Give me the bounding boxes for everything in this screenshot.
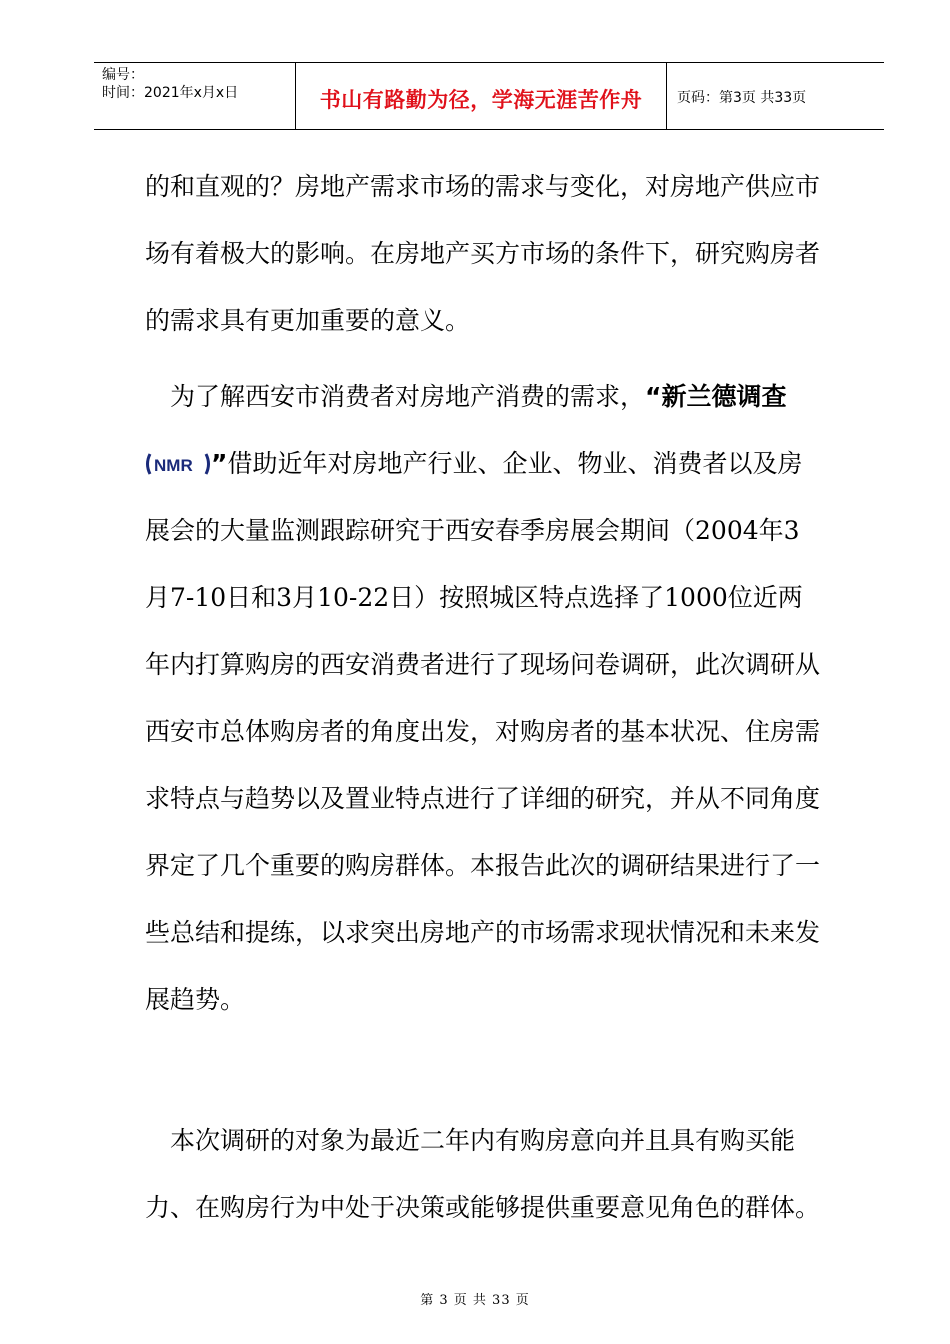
page-footer: 第 3 页 共 33 页 <box>420 1293 530 1308</box>
paragraph-3 <box>145 1107 835 1241</box>
text-line: 的和直观的？房地产需求市场的需求与变化，对房地产供应市 <box>145 172 821 201</box>
text-line: 的需求具有更加重要的意义。 <box>145 306 471 335</box>
text-line: 展会的大量监测跟踪研究于西安春季房展会期间（2004年3 <box>145 516 800 545</box>
text-line: 力、在购房行为中处于决策或能够提供重要意见角色的群体。 <box>145 1193 821 1222</box>
text-line: 些总结和提练，以求突出房地产的市场需求现状情况和未来发 <box>145 918 821 947</box>
text-line: 界定了几个重要的购房群体。本报告此次的调研结果进行了一 <box>145 851 821 880</box>
para2-intro: 为了解西安市消费者对房地产消费的需求， <box>145 382 646 411</box>
motto-text: 书山有路勤为径，学海无涯苦作舟 <box>319 88 643 112</box>
page-header <box>94 62 884 130</box>
text-line: 年内打算购房的西安消费者进行了现场问卷调研，此次调研从 <box>145 650 821 679</box>
header-motto-cell <box>295 63 667 129</box>
paragraph-1 <box>145 153 835 354</box>
survey-name-bold: “新兰德调查 <box>645 382 787 411</box>
para2-line2: 借助近年对房地产行业、企业、物业、消费者以及房 <box>227 449 803 478</box>
text-line: 场有着极大的影响。在房地产买方市场的条件下，研究购房者 <box>145 239 821 268</box>
text-line: 西安市总体购房者的角度出发，对购房者的基本状况、住房需 <box>145 717 821 746</box>
code-label: 编号： <box>102 67 144 83</box>
header-left-cell <box>94 63 295 129</box>
nmr-logo-text: NMR <box>154 456 193 475</box>
text-line <box>145 430 835 497</box>
text-line: 本次调研的对象为最近二年内有购房意向并且具有购买能 <box>145 1126 796 1155</box>
text-line: 展趋势。 <box>145 985 246 1014</box>
nmr-logo-icon <box>145 434 211 475</box>
page-number-label: 页码：第3页 共33页 <box>677 90 807 106</box>
text-line <box>145 363 835 430</box>
time-label: 时间：2021年x月x日 <box>102 85 239 101</box>
header-right-cell <box>667 63 884 129</box>
text-line: 求特点与趋势以及置业特点进行了详细的研究，并从不同角度 <box>145 784 821 813</box>
text-line: 月7-10日和3月10-22日）按照城区特点选择了1000位近两 <box>145 583 803 612</box>
paragraph-2 <box>145 363 835 1033</box>
closing-quote: ” <box>211 449 228 478</box>
